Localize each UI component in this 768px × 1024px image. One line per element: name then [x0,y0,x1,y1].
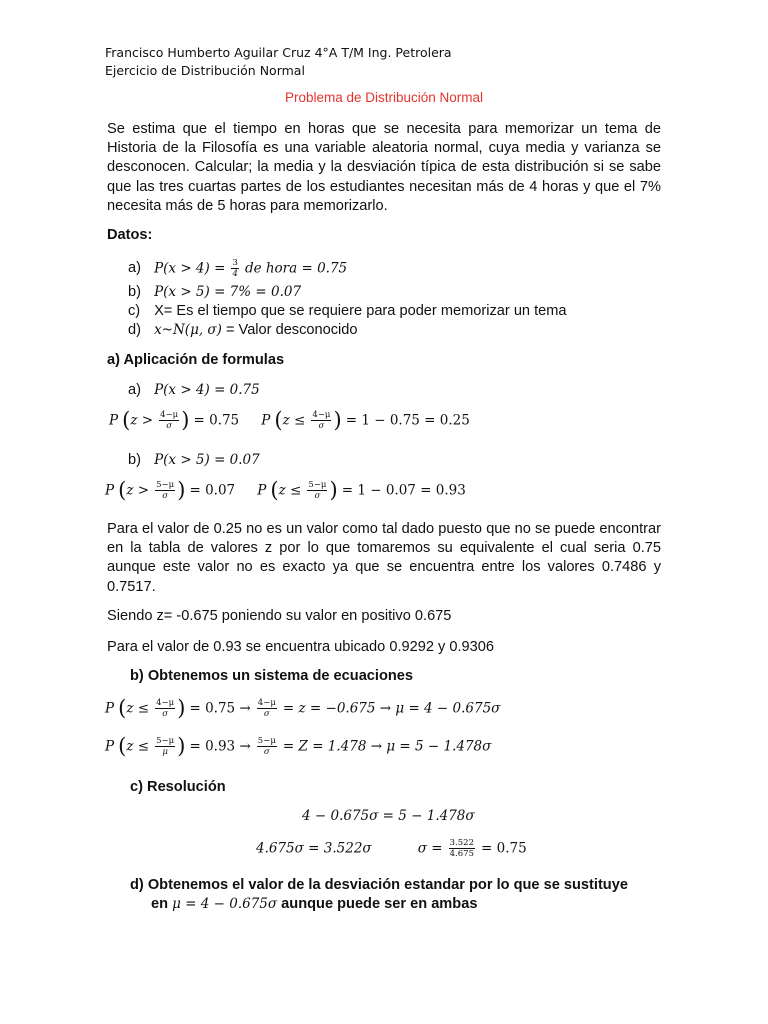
fraction [307,480,327,501]
fraction-den: 4.675 [449,849,474,859]
datos-item-d [128,322,358,338]
fraction-den: 4 [232,269,238,279]
math-expr: P [105,482,115,499]
aplicacion-item-b [128,452,260,468]
fraction [155,698,175,719]
math-expr: P(x > 5) = 0.07 [154,452,260,468]
item-label: c) [128,303,141,319]
item-label: a) [128,382,141,398]
math-expr: μ = 4 − 0.675σ [172,896,278,912]
math-expr: = 1 − 0.75 = 0.25 [345,412,470,429]
system-equation-2 [105,736,491,757]
math-expr: P [109,412,119,429]
math-expr: z > [130,412,154,429]
math-expr: P [105,700,115,717]
text-run: aunque puede ser en ambas [277,896,478,912]
paren-close: ) [177,734,186,758]
math-expr: z ≤ [282,412,306,429]
math-expr: P [261,412,271,429]
fraction-num: 3.522 [449,838,474,848]
fraction-den: σ [263,747,270,757]
item-label: a) [128,260,141,277]
fraction-num: 5−μ [257,736,276,746]
datos-heading: Datos: [107,227,153,243]
fraction [311,410,331,431]
document-title: Problema de Distribución Normal [284,90,484,105]
fraction-den: σ [318,421,325,431]
math-expr: x~N(μ, σ) [154,322,222,338]
author-line: Francisco Humberto Aguilar Cruz 4°A T/M Ing. Petrolera [105,45,452,60]
math-expr: = z = −0.675 → μ = 4 − 0.675σ [282,700,501,717]
desviacion-heading: d) Obtenemos el valor de la desviación estandar por lo que se sustituye [130,877,628,893]
explanation-paragraph: Para el valor de 0.93 se encuentra ubicado 0.9292 y 0.9306 [107,639,495,655]
fraction-den: σ [162,491,169,501]
equation-row-1 [109,410,470,431]
fraction [159,410,179,431]
assignment-line: Ejercicio de Distribución Normal [105,63,305,78]
fraction-den: μ [162,747,168,757]
math-expr: = 0.75 → [189,700,251,717]
math-expr: = 0.93 → [189,738,251,755]
fraction [449,838,475,859]
math-expr: z ≤ [278,482,302,499]
math-expr: = 0.75 [193,412,240,429]
paren-close: ) [329,478,338,502]
math-expr: z ≤ [126,700,150,717]
explanation-paragraph: Para el valor de 0.25 no es un valor como tal dado puesto que no se puede encontrar en la tabla de valores z por lo que tomaremos su equivalente el cual seria 0.75 aunque este valor no es exacto ya que se encuentra entre los valores 0.7486 y 0.7517. [107,521,661,595]
paren-open: ( [122,408,131,432]
explanation-paragraph: Siendo z= -0.675 poniendo su valor en positivo 0.675 [107,608,452,624]
fraction-den: σ [314,491,321,501]
math-expr: P(x > 5) = 7% = 0.07 [154,284,302,300]
fraction-num: 5−μ [156,480,175,490]
item-text: X= Es el tiempo que se requiere para poder memorizar un tema [154,303,567,319]
fraction [231,258,238,279]
equation-row-2 [105,480,466,501]
paren-open: ( [118,734,127,758]
math-expr: = 0.75 [481,840,527,857]
math-expr: z > [126,482,150,499]
fraction [257,698,277,719]
fraction-num: 4−μ [257,698,276,708]
math-expr: P(x > 4) = [154,260,226,277]
math-expr: 4 − 0.675σ = 5 − 1.478σ [302,808,475,824]
item-label: b) [128,452,141,468]
paren-close: ) [177,696,186,720]
paren-open: ( [270,478,279,502]
fraction [257,736,277,757]
aplicacion-heading: a) Aplicación de formulas [107,352,285,368]
aplicacion-item-a [128,382,260,398]
item-label: b) [128,284,141,300]
fraction-num: 4−μ [312,410,331,420]
fraction [155,480,175,501]
math-expr: = 1 − 0.07 = 0.93 [341,482,466,499]
fraction-num: 5−μ [308,480,327,490]
fraction [155,736,175,757]
fraction-num: 4−μ [160,410,179,420]
paren-close: ) [177,478,186,502]
fraction-den: σ [263,709,270,719]
item-label: d) [128,322,141,338]
math-expr: 4.675σ = 3.522σ [256,840,372,857]
document-header [105,44,452,80]
item-text: = Valor desconocido [221,322,358,338]
paren-close: ) [181,408,190,432]
paren-close: ) [333,408,342,432]
paren-open: ( [118,478,127,502]
fraction-den: σ [162,709,169,719]
paren-open: ( [274,408,283,432]
problem-statement: Se estima que el tiempo en horas que se necesita para memorizar un tema de Historia de la Filosofía es una variable aleatoria normal, cuya media y varianza se desconocen. Calcular; la media y la desviación típica de esta distribución si se sabe que las tres cuartas partes de los estudiantes necesitan más de 4 horas y que el 7% necesita más de 5 horas para memorizarlo. [107,121,661,214]
fraction-den: σ [166,421,173,431]
math-expr: z ≤ [126,738,150,755]
math-expr: de hora = 0.75 [244,260,348,277]
desviacion-line-2 [151,896,477,912]
fraction-num: 4−μ [156,698,175,708]
math-expr: = 0.07 [189,482,236,499]
math-expr: P(x > 4) = 0.75 [154,382,260,398]
fraction-num: 5−μ [156,736,175,746]
text-run: en [151,896,173,912]
datos-item-b [128,284,301,300]
math-expr: P [257,482,267,499]
paren-open: ( [118,696,127,720]
datos-item-a [128,258,347,279]
math-expr: P [105,738,115,755]
math-expr: = Z = 1.478 → μ = 5 − 1.478σ [282,738,492,755]
sistema-heading: b) Obtenemos un sistema de ecuaciones [130,668,414,684]
resolution-equation-2 [256,838,527,859]
fraction-num: 3 [232,258,238,268]
resolucion-heading: c) Resolución [130,779,226,795]
datos-item-c [128,303,567,319]
resolution-equation-1 [302,808,475,824]
math-expr: σ = [417,840,443,857]
system-equation-1 [105,698,500,719]
